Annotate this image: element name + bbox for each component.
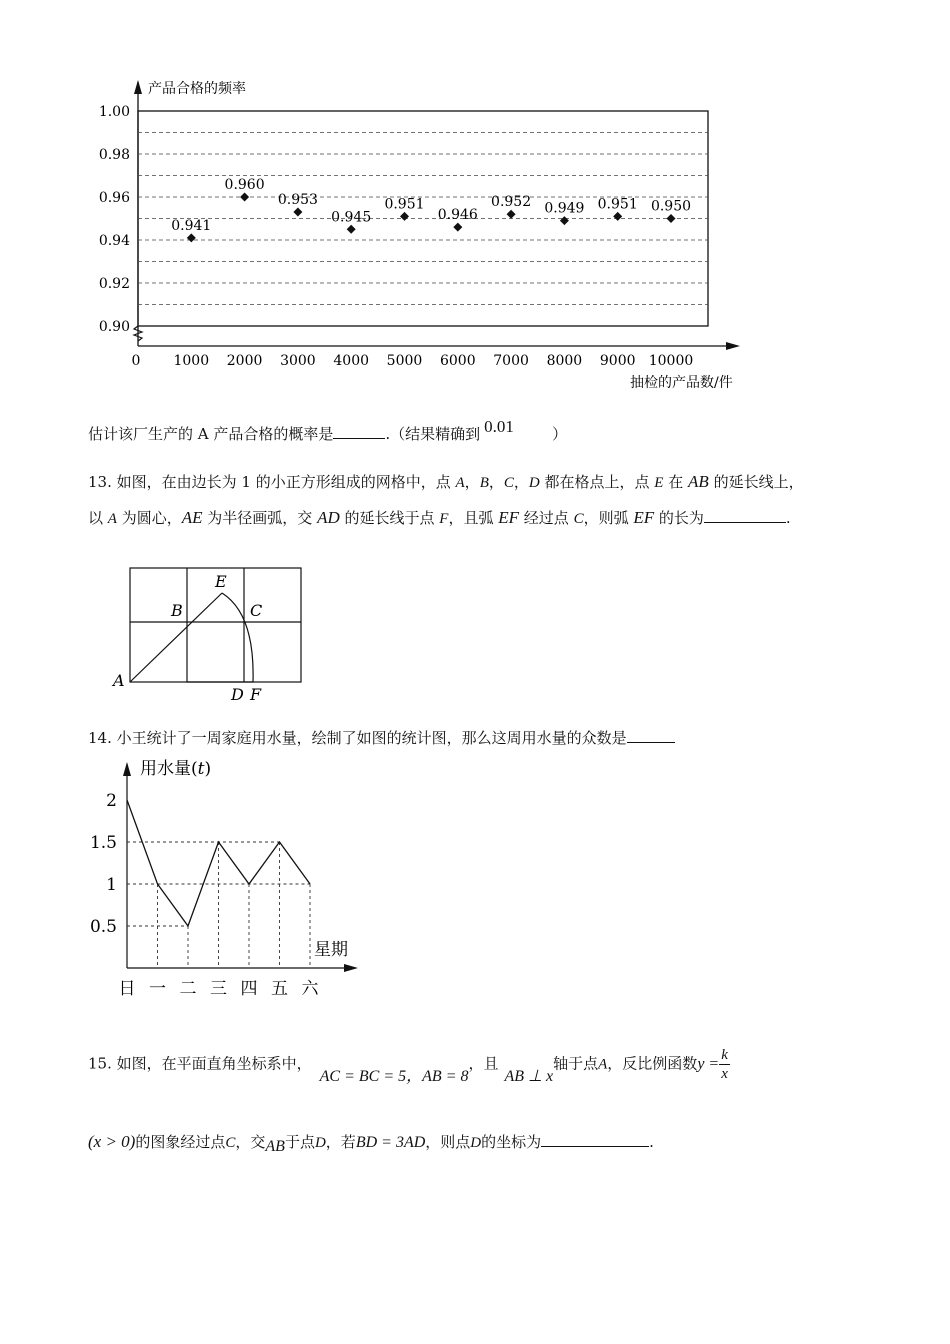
y-tick-label: 0.96 — [98, 190, 130, 206]
data-points — [171, 177, 691, 242]
x-tick-label: 5000 — [386, 353, 423, 369]
fraction-denominator: x — [721, 1066, 728, 1082]
y-tick-label: 1.00 — [98, 104, 130, 120]
equation: BD = 3AD — [355, 1134, 426, 1151]
q13-text: ， — [488, 473, 504, 491]
data-point — [187, 233, 196, 242]
answer-blank — [704, 508, 786, 523]
q14-line — [88, 728, 675, 748]
x-tick-label: 二 — [179, 979, 197, 999]
q14-text: 小王统计了一周家庭用水量，绘制了如图的统计图，那么这周用水量的众数是 — [116, 729, 627, 747]
label-b: B — [171, 601, 183, 620]
q13-line2 — [88, 508, 791, 529]
x-tick-labels — [132, 353, 694, 369]
data-point — [347, 225, 356, 234]
x-tick-label: 9000 — [599, 353, 636, 369]
y-tick-labels — [90, 791, 117, 937]
q15-line2 — [88, 1132, 654, 1153]
question-number: 14. — [88, 729, 112, 747]
arc-label: EF — [498, 508, 520, 527]
segment-label: AE — [181, 508, 203, 527]
x-axis-arrow — [726, 342, 740, 350]
y-tick-label: 0.94 — [98, 233, 130, 249]
point-label: D — [470, 1135, 482, 1151]
point-label: F — [439, 511, 449, 527]
q13-text: 的延长线于点 — [339, 509, 440, 527]
label-c: C — [250, 601, 263, 620]
q15-text: ，交 — [235, 1133, 266, 1151]
frequency-chart — [90, 70, 790, 400]
x-tick-label: 五 — [271, 979, 288, 999]
q13-text: 为半径画弧，交 — [202, 509, 318, 527]
fraction-k-over-x — [719, 1046, 730, 1083]
answer-blank — [541, 1132, 649, 1147]
x-tick-label: 一 — [149, 979, 166, 999]
x-tick-label: 7000 — [493, 353, 529, 369]
x-axis-arrow — [344, 964, 358, 972]
q13-text: ， — [464, 473, 480, 491]
x-tick-label: 0 — [131, 353, 141, 369]
data-label: 0.951 — [384, 196, 425, 213]
q13-text: . — [785, 509, 791, 527]
data-point — [507, 210, 516, 219]
grid-arc-figure — [105, 560, 315, 705]
q13-text: 都在格点上，点 — [539, 473, 655, 491]
x-axis-label: 星期 — [314, 940, 348, 960]
x-tick-label: 4000 — [333, 353, 370, 369]
data-label: 0.949 — [544, 200, 585, 217]
q13-text: 的长为 — [654, 509, 704, 527]
q13-text: 为圆心， — [116, 509, 182, 527]
point-label: B — [479, 475, 489, 491]
point-label: A — [107, 511, 117, 527]
data-label: 0.952 — [491, 194, 532, 211]
point-label: D — [528, 475, 540, 491]
q15-line1 — [88, 1046, 730, 1083]
point-label: A — [598, 1056, 608, 1073]
data-point — [667, 214, 676, 223]
label-f: F — [250, 685, 262, 704]
q15-text: ，反比例函数 — [607, 1054, 698, 1073]
q13-text: 在 — [663, 473, 689, 491]
x-tick-label: 2000 — [226, 353, 263, 369]
point-label: C — [503, 475, 514, 491]
q12-answer-line — [88, 417, 568, 444]
q15-text: 轴于点 — [553, 1054, 599, 1073]
q13-text: 以 — [88, 509, 108, 527]
y-tick-label: 1.5 — [90, 833, 117, 853]
domain-condition: (x > 0) — [88, 1132, 136, 1151]
data-label: 0.950 — [650, 198, 692, 215]
point-label: A — [455, 475, 465, 491]
fraction-numerator: k — [721, 1047, 728, 1063]
q15-text: ，则点 — [425, 1133, 471, 1151]
q12-suffix: .（结果精确到 — [385, 425, 481, 443]
q12-close: ） — [552, 425, 568, 443]
data-label: 0.945 — [331, 209, 372, 226]
equation: AC = BC = 5，AB = 8 — [319, 1067, 469, 1085]
label-d: D — [231, 685, 244, 704]
water-usage-chart — [90, 752, 390, 1002]
answer-blank — [627, 728, 675, 743]
y-axis-arrow — [134, 80, 142, 94]
x-tick-label: 三 — [210, 979, 227, 999]
y-tick-label: 0.98 — [98, 147, 130, 163]
x-tick-label: 六 — [301, 979, 319, 999]
segment-label: AB — [688, 472, 709, 491]
x-tick-label: 四 — [240, 979, 258, 999]
y-tick-label: 1 — [106, 875, 117, 895]
point-label: D — [314, 1135, 326, 1151]
x-tick-label: 6000 — [439, 353, 476, 369]
q15-text: 如图，在平面直角坐标系中， — [116, 1054, 312, 1073]
function-lhs: y = — [697, 1055, 720, 1073]
answer-blank — [333, 424, 385, 439]
precision-number: 0.01 — [484, 417, 514, 436]
x-tick-label: 1000 — [173, 353, 210, 369]
q13-text: ，则弧 — [583, 509, 634, 527]
q12-text: 估计该厂生产的 A 产品合格的概率是 — [88, 425, 334, 443]
data-label: 0.953 — [277, 192, 318, 209]
point-label: E — [654, 475, 664, 491]
point-label: C — [573, 511, 584, 527]
q15-text: ，若 — [325, 1133, 356, 1151]
y-tick-label: 0.90 — [98, 319, 130, 335]
y-axis-label: 用水量(t) — [140, 759, 212, 779]
data-point — [613, 212, 622, 221]
y-axis-label: 产品合格的频率 — [148, 81, 246, 97]
data-label: 0.941 — [171, 217, 212, 234]
point-label: C — [225, 1135, 236, 1151]
x-tick-label: 日 — [118, 979, 136, 999]
segment-label: AB — [265, 1138, 285, 1155]
q13-text: ，且弧 — [448, 509, 499, 527]
y-tick-labels — [99, 104, 130, 335]
gridlines — [138, 133, 708, 305]
x-axis-label: 抽检的产品数/件 — [630, 375, 733, 391]
x-tick-labels — [119, 979, 320, 999]
segment-label: AD — [317, 508, 340, 527]
q15-text: 于点 — [284, 1133, 315, 1151]
q15-text: 的坐标为 — [481, 1133, 542, 1151]
dashed-guides — [127, 842, 310, 968]
q15-text: 的图象经过点 — [135, 1133, 226, 1151]
q13-line1 — [88, 472, 804, 493]
y-axis-arrow — [123, 762, 131, 776]
data-label: 0.946 — [437, 207, 478, 224]
data-label: 0.951 — [597, 196, 638, 213]
x-tick-label: 3000 — [280, 353, 316, 369]
label-e: E — [215, 572, 227, 591]
q13-text: 经过点 — [519, 509, 574, 527]
y-tick-label: 0.5 — [90, 917, 117, 937]
question-number: 13. — [88, 473, 112, 491]
y-tick-label: 2 — [106, 791, 117, 811]
equation: AB ⊥ x — [504, 1067, 554, 1085]
x-tick-label: 8000 — [546, 353, 583, 369]
data-point — [453, 223, 462, 232]
data-label: 0.960 — [224, 177, 265, 193]
data-point — [240, 193, 249, 202]
label-a: A — [113, 671, 125, 690]
y-tick-label: 0.92 — [98, 276, 130, 292]
arc-label: EF — [633, 508, 655, 527]
q13-text: ， — [513, 473, 529, 491]
data-point — [293, 208, 302, 217]
q15-text: ，且 — [468, 1054, 499, 1073]
x-tick-label: 10000 — [648, 353, 694, 369]
q15-text: . — [649, 1133, 654, 1151]
q13-text: 如图，在由边长为 1 的小正方形组成的网格中，点 — [116, 473, 456, 491]
arc-ef — [222, 593, 253, 682]
data-point — [560, 216, 569, 225]
question-number: 15. — [88, 1054, 112, 1073]
q13-text: 的延长线上， — [708, 473, 804, 491]
data-point — [400, 212, 409, 221]
